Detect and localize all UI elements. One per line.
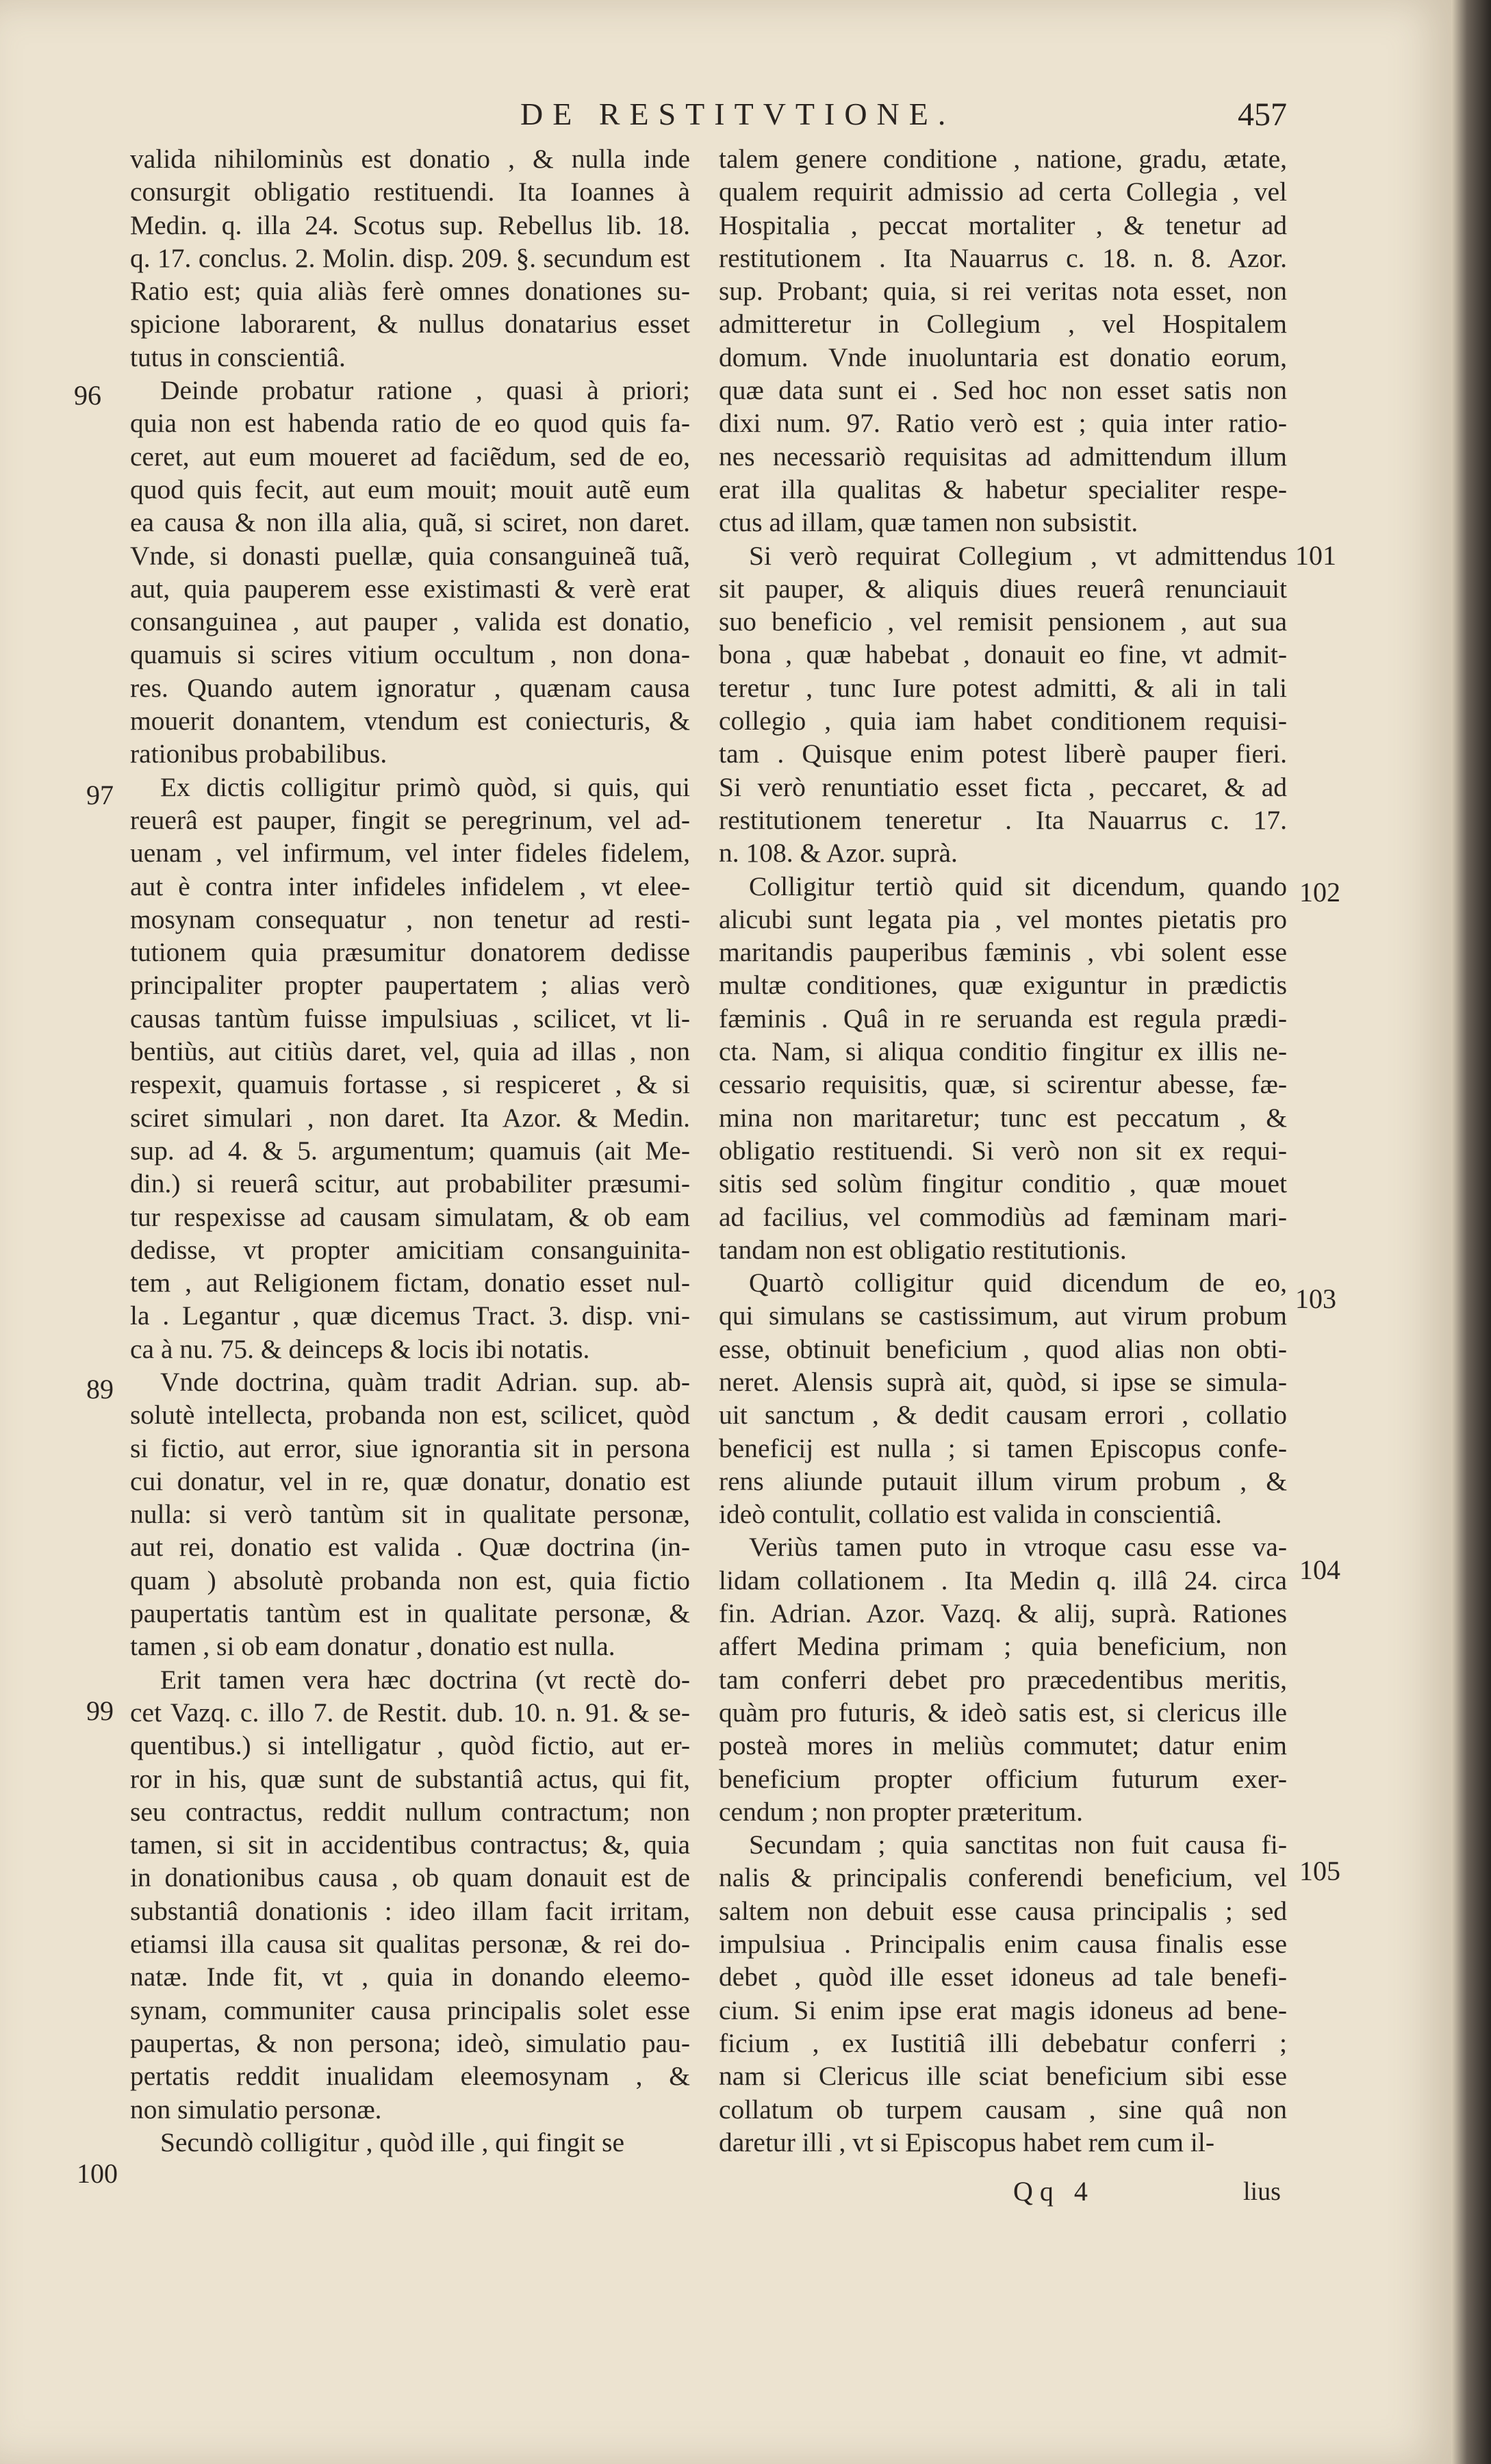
- text-line: substantiâ donationis : ideo illam facit irritam,: [130, 1895, 690, 1926]
- text-line: valida nihilominùs est donatio , & nulla inde: [130, 144, 690, 174]
- text-line: Si verò requirat Collegium , vt admittendus: [749, 540, 1287, 571]
- text-line: esse, obtinuit beneficium , quod alias non obti-: [719, 1333, 1287, 1364]
- text-line: spicione laborarent, & nullus donatarius esset: [130, 309, 690, 339]
- margin-note-89: 89: [86, 1374, 114, 1404]
- text-line: Ratio est; quia aliàs ferè omnes donationes su-: [130, 276, 690, 307]
- text-line: qui simulans se castissimum, aut virum probum: [719, 1300, 1287, 1331]
- running-title: DE RESTITVTIONE.: [520, 97, 956, 131]
- right-column: [719, 142, 1287, 2159]
- text-line: cta. Nam, si aliqua conditio fingitur ex illis ne-: [719, 1036, 1287, 1067]
- text-line: cessario requisitis, quæ, si scirentur abesse, fæ-: [719, 1069, 1287, 1100]
- text-line: Secundò colligitur , quòd ille , qui fingit se: [160, 2127, 624, 2157]
- text-line: collegio , quia iam habet conditionem requisi-: [719, 706, 1287, 736]
- text-line: cet Vazq. c. illo 7. de Restit. dub. 10. n. 91. & se-: [130, 1697, 690, 1728]
- text-line: Vnde doctrina, quàm tradit Adrian. sup. ab-: [160, 1366, 690, 1397]
- text-line: si fictio, aut error, siue ignorantia sit in persona: [130, 1433, 690, 1463]
- text-line: suo beneficio , vel remisit pensionem , aut sua: [719, 606, 1287, 637]
- margin-note-100: 100: [77, 2158, 118, 2189]
- text-line: uenam , vel infirmum, vel inter fideles fidelem,: [130, 838, 690, 869]
- text-line: ctus ad illam, quæ tamen non subsistit.: [719, 507, 1138, 538]
- text-line: natæ. Inde fit, vt , quia in donando eleemo-: [130, 1962, 690, 1992]
- text-line: mosynam consequatur , non tenetur ad resti-: [130, 903, 690, 934]
- text-line: tam conferri debet pro præcedentibus meritis,: [719, 1664, 1287, 1695]
- left-column: [130, 142, 690, 2159]
- text-line: debet , quòd ille esset idoneus ad tale benefi-: [719, 1962, 1287, 1992]
- margin-note-102: 102: [1299, 877, 1340, 908]
- text-line: nam si Clericus ille sciat beneficium sibi esse: [719, 2061, 1287, 2092]
- margin-note-105: 105: [1299, 1856, 1340, 1886]
- text-line: aut, quia pauperem esse existimasti & verè erat: [130, 573, 690, 604]
- text-line: Secundam ; quia sanctitas non fuit causa fi-: [749, 1830, 1287, 1860]
- text-line: rationibus probabilibus.: [130, 739, 387, 769]
- text-line: rens aliunde putauit illum virum probum , &: [719, 1465, 1287, 1496]
- text-line: qualem requirit admissio ad certa Collegia , vel: [719, 177, 1287, 207]
- text-line: tamen, si sit in accidentibus contractus; &, quia: [130, 1830, 690, 1860]
- text-line: neret. Alensis suprà ait, quòd, si ipse se simula-: [719, 1366, 1287, 1397]
- text-line: res. Quando autem ignoratur , quænam causa: [130, 672, 690, 703]
- margin-note-101: 101: [1295, 540, 1336, 571]
- text-line: fæminis . Quâ in re seruanda est regula prædi-: [719, 1003, 1287, 1034]
- margin-note-99: 99: [86, 1695, 114, 1726]
- text-line: sciret simulari , non daret. Ita Azor. & Medin.: [130, 1102, 690, 1133]
- text-line: tutus in conscientiâ.: [130, 342, 346, 372]
- text-line: in donationibus causa , ob quam donauit est de: [130, 1862, 690, 1893]
- text-line: restitutionem teneretur . Ita Nauarrus c. 17.: [719, 804, 1287, 835]
- text-line: Erit tamen vera hæc doctrina (vt rectè do-: [160, 1664, 690, 1695]
- text-line: pertatis reddit inualidam eleemosynam , &: [130, 2061, 690, 2092]
- text-line: etiamsi illa causa sit qualitas personæ, & rei do-: [130, 1929, 690, 1960]
- text-line: saltem non debuit esse causa principalis ; sed: [719, 1895, 1287, 1926]
- text-line: fin. Adrian. Azor. Vazq. & alij, suprà. Rationes: [719, 1598, 1287, 1629]
- text-line: tutionem quia præsumitur donatorem dedisse: [130, 937, 690, 968]
- text-line: ad facilius, vel commodiùs ad fæminam mari-: [719, 1201, 1287, 1232]
- margin-note-103: 103: [1295, 1283, 1336, 1314]
- text-line: affert Medina primam ; quia beneficium, non: [719, 1631, 1287, 1662]
- text-line: non simulatio personæ.: [130, 2094, 382, 2125]
- text-line: consanguinea , aut pauper , valida est donatio,: [130, 606, 690, 637]
- text-line: cui donatur, vel in re, quæ donatur, donatio est: [130, 1465, 690, 1496]
- text-line: la . Legantur , quæ dicemus Tract. 3. disp. vni-: [130, 1300, 690, 1331]
- text-line: nulla: si verò tantùm sit in qualitate personæ,: [130, 1499, 690, 1530]
- text-line: maritandis pauperibus fæminis , vbi solent esse: [719, 937, 1287, 968]
- text-line: consurgit obligatio restituendi. Ita Ioannes à: [130, 177, 690, 207]
- margin-note-97: 97: [86, 780, 114, 810]
- text-line: tam . Quisque enim potest liberè pauper fieri.: [719, 739, 1287, 769]
- margin-note-104: 104: [1299, 1554, 1340, 1585]
- text-line: n. 108. & Azor. suprà.: [719, 838, 958, 869]
- catchword: lius: [1243, 2177, 1281, 2206]
- text-line: daretur illi , vt si Episcopus habet rem cum il-: [719, 2127, 1214, 2157]
- text-line: Hospitalia , peccat mortaliter , & tenetur ad: [719, 209, 1287, 240]
- text-line: quàm pro futuris, & ideò satis est, si clericus ille: [719, 1697, 1287, 1728]
- text-line: reuerâ est pauper, fingit se peregrinum, vel ad-: [130, 804, 690, 835]
- text-line: quam ) absolutè probanda non est, quia fictio: [130, 1565, 690, 1595]
- text-line: sitis sed solùm fingitur conditio , quæ mouet: [719, 1168, 1287, 1199]
- text-line: domum. Vnde inuoluntaria est donatio eorum,: [719, 342, 1287, 372]
- text-line: restitutionem . Ita Nauarrus c. 18. n. 8. Azor.: [719, 242, 1287, 273]
- text-line: tur respexisse ad causam simulatam, & ob eam: [130, 1201, 690, 1232]
- page-number: 457: [1238, 97, 1287, 133]
- text-line: erat illa qualitas & habetur specialiter respe-: [719, 474, 1287, 504]
- text-line: Ex dictis colligitur primò quòd, si quis, qui: [160, 771, 690, 802]
- text-line: quamuis si scires vitium occultum , non dona-: [130, 639, 690, 670]
- text-line: nalis & principalis conferendi beneficium, vel: [719, 1862, 1287, 1893]
- text-line: bentiùs, aut citiùs daret, vel, quia ad illas , non: [130, 1036, 690, 1067]
- text-line: posteà mores in meliùs commutet; datur enim: [719, 1730, 1287, 1761]
- text-line: impulsiua . Principalis enim causa finalis esse: [719, 1929, 1287, 1960]
- text-line: ficium , ex Iustitiâ illi debebatur conferri ;: [719, 2027, 1287, 2058]
- text-line: alicubi sunt legata pia , vel montes pietatis pro: [719, 903, 1287, 934]
- text-line: Medin. q. illa 24. Scotus sup. Rebellus lib. 18.: [130, 209, 690, 240]
- text-line: ca à nu. 75. & deinceps & locis ibi notatis.: [130, 1333, 590, 1364]
- text-line: cendum ; non propter præteritum.: [719, 1796, 1084, 1827]
- text-line: nes necessariò requisitas ad admittendum illum: [719, 441, 1287, 472]
- text-line: Veriùs tamen puto in vtroque casu esse va-: [749, 1532, 1287, 1563]
- text-line: Deinde probatur ratione , quasi à priori;: [160, 375, 690, 406]
- text-line: aut è contra inter infideles infidelem , vt elee-: [130, 871, 690, 901]
- text-line: beneficium propter officium futurum exer-: [719, 1763, 1287, 1794]
- text-line: talem genere conditione , natione, gradu, ætate,: [719, 144, 1287, 174]
- text-line: aut rei, donatio est valida . Quæ doctrina (in-: [130, 1532, 690, 1563]
- text-line: sup. ad 4. & 5. argumentum; quamuis (ait Me-: [130, 1135, 690, 1166]
- text-line: quentibus.) si intelligatur , quòd fictio, aut er-: [130, 1730, 690, 1761]
- text-line: Si verò renuntiatio esset ficta , peccaret, & ad: [719, 771, 1287, 802]
- text-line: uit sanctum , & dedit causam errori , collatio: [719, 1400, 1287, 1430]
- text-line: ror in his, quæ sunt de substantiâ actus, qui fit,: [130, 1763, 690, 1794]
- margin-note-96: 96: [74, 380, 101, 411]
- text-line: mouerit donantem, vtendum est coniecturis, &: [130, 706, 690, 736]
- text-line: mina non maritaretur; tunc est peccatum , &: [719, 1102, 1287, 1133]
- text-line: teretur , tunc Iure potest admitti, & ali in tali: [719, 672, 1287, 703]
- text-line: causas tantùm fuisse impulsiuas , scilicet, vt li-: [130, 1003, 690, 1034]
- text-line: Colligitur tertiò quid sit dicendum, quando: [749, 871, 1287, 901]
- text-line: paupertatis tantùm est in qualitate personæ, &: [130, 1598, 690, 1629]
- text-line: beneficij est nulla ; si tamen Episcopus confe-: [719, 1433, 1287, 1463]
- text-line: ceret, aut eum moueret ad faciẽdum, sed de eo,: [130, 441, 690, 472]
- text-line: din.) si reuerâ scitur, aut probabiliter præsumi-: [130, 1168, 690, 1199]
- text-line: dixi num. 97. Ratio verò est ; quia inter ratio-: [719, 408, 1287, 439]
- text-line: Quartò colligitur quid dicendum de eo,: [749, 1268, 1287, 1298]
- text-line: quod quis fecit, aut eum mouit; mouit autẽ eum: [130, 474, 690, 504]
- text-line: principaliter propter paupertatem ; alias verò: [130, 970, 690, 1001]
- text-line: tem , aut Religionem fictam, donatio esset nul-: [130, 1268, 690, 1298]
- text-line: synam, communiter causa principalis solet esse: [130, 1994, 690, 2025]
- text-line: quæ data sunt ei . Sed hoc non esset satis non: [719, 375, 1287, 406]
- signature-mark: Qq 4: [1013, 2176, 1095, 2207]
- text-line: obligatio restituendi. Si verò non sit ex requi-: [719, 1135, 1287, 1166]
- text-line: quia non est habenda ratio de eo quod quis fa-: [130, 408, 690, 439]
- text-line: sit pauper, & aliquis diues reuerâ renunciauit: [719, 573, 1287, 604]
- text-line: respexit, quamuis fortasse , si respiceret , & si: [130, 1069, 690, 1100]
- text-line: bona , quæ habebat , donauit eo fine, vt admit-: [719, 639, 1287, 670]
- text-line: tandam non est obligatio restitutionis.: [719, 1234, 1127, 1265]
- text-line: cium. Si enim ipse erat magis idoneus ad bene-: [719, 1994, 1287, 2025]
- text-line: admitteretur in Collegium , vel Hospitalem: [719, 309, 1287, 339]
- text-line: Vnde, si donasti puellæ, quia consanguineã tuã,: [130, 540, 690, 571]
- text-line: tamen , si ob eam donatur , donatio est nulla.: [130, 1631, 615, 1662]
- text-line: lidam collationem . Ita Medin q. illâ 24. circa: [719, 1565, 1287, 1595]
- text-line: paupertas, & non persona; ideò, simulatio pau-: [130, 2027, 690, 2058]
- book-gutter-edge: [1451, 0, 1491, 2464]
- text-line: q. 17. conclus. 2. Molin. disp. 209. §. secundum est: [130, 242, 690, 273]
- text-line: ideò contulit, collatio est valida in conscientiâ.: [719, 1499, 1222, 1530]
- text-line: collatum ob turpem causam , sine quâ non: [719, 2094, 1287, 2125]
- text-line: ea causa & non illa alia, quã, si sciret, non daret.: [130, 507, 690, 538]
- text-line: seu contractus, reddit nullum contractum; non: [130, 1796, 690, 1827]
- text-line: multæ conditiones, quæ exiguntur in prædictis: [719, 970, 1287, 1001]
- text-line: sup. Probant; quia, si rei veritas nota esset, non: [719, 276, 1287, 307]
- text-line: solutè intellecta, probanda non est, scilicet, quòd: [130, 1400, 690, 1430]
- text-line: dedisse, vt propter amicitiam consanguinita-: [130, 1234, 690, 1265]
